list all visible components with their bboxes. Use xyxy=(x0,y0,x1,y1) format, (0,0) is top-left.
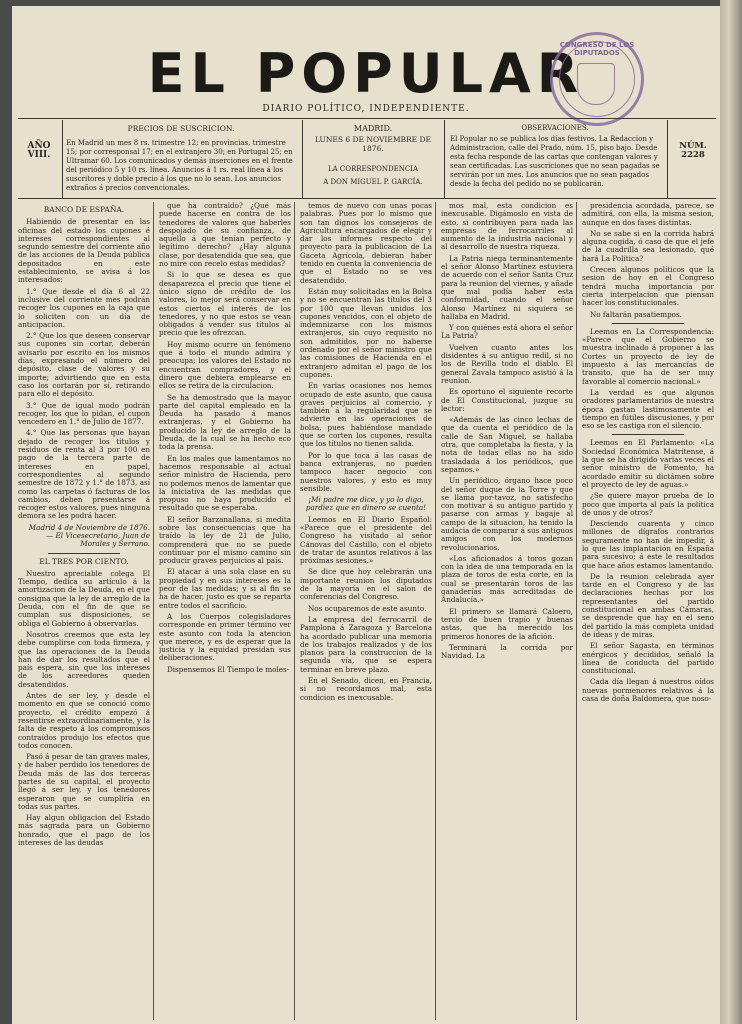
paragraph: Leemos en El Diario Español: «Parece que el presidente del Congreso ha visitado al señor Cánovas del Castillo, con el objeto de tratar de asuntos relativos á las próximas sesiones.» xyxy=(300,514,432,566)
section-divider xyxy=(48,553,120,554)
paragraph: Leemos en La Correspondencia: «Parece que el Gobierno se muestra inclinado á proponer á las Cortes un proyecto de ley de impuesto á las mercancías de transito, que ha de ser muy favorable al comercio nacional.» xyxy=(582,326,714,386)
column-rule xyxy=(576,202,577,1020)
band-divider xyxy=(667,120,668,198)
paragraph: No faltarán pasatiempos. xyxy=(590,309,682,319)
subscription-heading: PRECIOS DE SUSCRICION. xyxy=(127,124,235,133)
info-band xyxy=(18,120,716,198)
page-edge xyxy=(720,0,742,1024)
paragraph: 1.° Que desde el día 6 al 22 inclusive del corriente mes podrán recoger los cupones en la caja que lo soliciten con un día de anticipacion. xyxy=(18,286,150,329)
paragraph: La Patria niega terminantemente el señor Alonso Martínez estuviera de acuerdo con el señor Santa Cruz para la reunion del viernes, y añade que mal podía haber esta conformidad, cuando el señor Alonso Martínez ni siquiera se hallaba en Madrid. xyxy=(441,253,573,321)
paragraph: que ha contraido? ¿Qué más puede hacerse en contra de los tenedores de valores que haberles despojado de su confianza, de aquello á que tenían perfecto y legítimo derecho? ¿Hay alguna clase, por desatendida que sea, que no mire con recelo estas medidas? xyxy=(159,202,291,269)
paragraph: Hoy mismo ocurre un fenómeno que á todo el mundo admira y preocupa; los valores del Estado no encuentran compradores, y el dinero que debiera emplearse en ellos se retira de la circulacion. xyxy=(159,339,291,391)
newspaper-subtitle: DIARIO POLÍTICO, INDEPENDIENTE. xyxy=(262,104,470,114)
paragraph: Dispensemos El Tiempo le moles- xyxy=(167,664,290,674)
correspondence-label: LA CORRESPONDENCIA xyxy=(327,165,419,173)
observations-heading: OBSERVACIONES. xyxy=(521,124,589,132)
paragraph: El primero se llamará Caloero, tercio de buen trapío y buenas astas, que ha merecido los primeros honores de la afición. xyxy=(441,606,573,641)
paragraph: temos de nuevo con unas pocas palabras. Pues por lo mismo que son tan dignos los consejeros de Agricultura encargados de elegir y dar los informes respecto del proyecto para la publicacion de La Gaceta Agrícola, debieran haber tenido en cuenta la conveniencia de que el Estado no se vea desatendido. xyxy=(300,202,432,285)
paragraph: Es oportuno el siguiente recorte de El Constitucional, juzgue su lector: xyxy=(441,387,573,413)
paragraph: Nos ocuparemos de este asunto. xyxy=(308,603,427,613)
observations-text: El Popular no se publica los días festivos. La Redaccion y Administracion, calle del Prado, núm. 15, piso bajo. Desde esta fecha responde de las cartas que contengan valores y sean certificadas. Las suscriciones que no sean pagadas se servirán por un mes. Los anuncios que no sean pagados desde la fecha del pedido no se publicarán. xyxy=(450,135,660,188)
section-divider xyxy=(612,323,684,324)
paragraph: 3.° Que de igual modo podrán recoger, los que lo pidan, el cupon vencedero en 1.° de Julio de 1877. xyxy=(18,400,150,427)
paragraph: Y con quiénes está ahora el señor La Patria? xyxy=(441,323,573,341)
observations-box xyxy=(450,124,660,189)
paragraph: En el Senado, dicen, en Francia, si no recordamos mal, esta condicion es inexcusable. xyxy=(300,676,432,702)
article-column xyxy=(18,202,150,1020)
paragraph: ¿Se quiere mayor prueba de lo poco que importa al país la política de unos y de otros? xyxy=(582,491,714,517)
paragraph: Nosotros creemos que esta ley debe cumplirse con toda firmeza, y que las operaciones de la Deuda han de dar los resultados que el país espera, sin que los intereses de los acreedores queden desatendidos. xyxy=(18,629,150,689)
article-columns xyxy=(18,202,714,1020)
dateline-box xyxy=(308,124,438,187)
paragraph: Hay algun obligacion del Estado más sagrada para un Gobierno honrado, que el pago de los intereses de las deudas xyxy=(18,813,150,848)
paragraph: 4.° Que las personas que hayan dejado de recoger los títulos y residuos de renta al 3 por 100 en pago de la tercera parte de intereses en papel, correspondientes al segundo semestre de 1872 y 1.° de 1873, así como las carpetas ó facturas de los cambios, deben presentarse á recoger estos valores, pues ninguna demora se les podrá hacer. xyxy=(18,428,150,521)
paragraph: El atacar á una sola clase en su propiedad y en sus intereses es la peor de las medidas; y si al fin se ha de hacer, justo es que se reparta entre todos el sacrificio. xyxy=(159,567,291,610)
subscription-box xyxy=(66,124,296,193)
paragraph: La verdad es que algunos oradores parlamentarios de nuestra época gastan lastimosamente el tiempo en fútiles discusiones, y por eso se les castiga con el silencio. xyxy=(582,387,714,431)
paragraph: Vuelven cuanto antes los disidentes á su antiguo redil, si no los de Revilla todo el diablo. El general Zavala tampoco asistió á la reunion. xyxy=(441,342,573,385)
paragraph: presidencia acordada, parece, se admitirá, con ella, la misma sesion, aunque en dos fases distintas. xyxy=(582,202,714,227)
signature-line: Madrid 4 de Noviembre de 1876. — El Vicesecretario, Juan de Morales y Serrano. xyxy=(28,522,150,549)
subscription-text: En Madrid un mes 8 rs. trimestre 12; en provincias, trimestre 15; por corresponsal 17; en el extranjero 30; en Portugal 25; en Ultramar 60. Los comunicados y demás inserciones en el frente del periódico 5 y 10 rs. línea. Anuncios á 1 rs. real línea á los suscritores y doble precio á los que no lo sean. Los anuncios extraños á precios convencionales. xyxy=(66,139,293,192)
paragraph: En varias ocasiones nos hemos ocupado de este asunto, que causa graves perjuicios al comercio, y también á la regularidad que se advierte en las operaciones de bolsa, pues habiéndose mandado que se corten los cupones, resulta que los títulos no tienen salida. xyxy=(300,381,432,449)
paragraph: Crecen algunos políticos que la sesion de hoy en el Congreso tendrá mucha importancia por cierta interpelacion que piensan hacer los constitucionales. xyxy=(582,265,714,308)
city-label: MADRID. xyxy=(353,124,393,133)
band-bottom-rule xyxy=(18,198,716,199)
paragraph: «Los aficionados á toros gozan con la idea de una temporada en la plaza de toros de esta corte, en la cual se presentarán toros de las ganaderías más acreditadas de Andalucía.» xyxy=(441,553,573,605)
section-heading: BANCO DE ESPAÑA. xyxy=(43,205,125,214)
section-heading: EL TRES POR CIENTO. xyxy=(39,556,129,566)
paragraph: El señor Sagasta, en términos enérgicos y decididos, señaló la línea de conducta del partido constitucional. xyxy=(582,641,714,676)
paragraph: A los Cuerpos colegisladores corresponde en primer término ver este asunto con toda la atencion que merece, y es de esperar que la justicia y la equidad presidan sus deliberaciones. xyxy=(159,611,291,663)
paragraph: mos mal, esta condicion es inexcusable. Digámoslo en vista de esto, si contribuyen para nada las empresas de ferrocarriles al aumento de la industria nacional y al desarrollo de nuestra riqueza. xyxy=(441,202,573,252)
top-rule xyxy=(18,118,716,119)
column-rule xyxy=(294,202,295,1020)
paragraph: Cada día llegan á nuestros oídos nuevas pormenores relativos á la casa de doña Baldomera, que noso- xyxy=(582,677,714,704)
column-rule xyxy=(153,202,154,1020)
date-label: LUNES 6 DE NOVIEMBRE DE 1876. xyxy=(314,135,432,153)
paragraph: Se ha demostrado que la mayor parte del capital empleado en la Deuda ha pasado á manos extranjeras, y el Gobierno ha producido la ley de arreglo de la Deuda, de la cual se ha hecho eco toda la prensa. xyxy=(159,392,291,452)
stamp-text: CONGRESO DE LOS DIPUTADOS xyxy=(559,41,635,57)
paragraph: No se sabe si en la corrida habrá alguna cogida, ó caso de que el jefe de la cuadrilla sea lesionado, qué hará La Política? xyxy=(582,228,714,263)
paragraph: Antes de ser ley, y desde el momento en que se conoció como proyecto, el crédito empezó á resentirse extraordinariamente, y la falta de respeto á los compromisos contraídos produjo los efectos que todos conocen. xyxy=(18,691,150,750)
paragraph: Si lo que se desea es que desaparezca el precio que tiene el único signo de crédito de los valores, lo mejor será conservar en estos ciertos el interés de los tenedores, y no que estos se vean obligados á vender sus títulos al precio que les ofrezcan. xyxy=(159,270,291,338)
paragraph: «Además de las cinco lechas de que da cuenta el periódico de la calle de San Miguel, se hallaba otra, que completaba la fiesta, y la nota de todas ellas no ha sido trasladada á los periódicos, que sepamos.» xyxy=(441,415,573,474)
paragraph: Se dice que hoy celebrarán una importante reunion los diputados de la mayoría en el salon de conferencias del Congreso. xyxy=(300,567,432,602)
band-divider xyxy=(444,120,445,198)
newspaper-page xyxy=(12,6,720,1024)
newspaper-title: EL POPULAR xyxy=(147,42,585,105)
paragraph: Un periódico, órgano hace poco del señor duque de la Torre y que se llama por-tavoz, no satisfecho con motivar á su antiguo partido y pasarse con armas y bagaje al campo de la situacion, ha tenido la audacia de comparar á sus antiguos amigos con los modernos revolucionarios. xyxy=(441,476,573,552)
paragraph: Están muy solicitadas en la Bolsa y no se encuentran las títulos del 3 por 100 que llevan unidos los cupones vencidos, con el objeto de indemnizarse con los mismos extranjeros, sin cuyo requisito no son admitidos, por no haberse ordenado por el señor ministro que las comisiones de Hacienda en el extranjero admitan el pago de los cupones. xyxy=(300,286,432,379)
column-rule xyxy=(435,202,436,1020)
year-label: AÑO VIII. xyxy=(27,141,51,160)
paragraph: El señor Barzanallana, si medita sobre las consecuencias que ha traído la ley de 21 de Julio, comprenderá que no se puede continuar por el mismo camino sin producir graves perjuicios al país. xyxy=(159,514,291,566)
band-divider xyxy=(62,120,63,198)
paragraph: Pasó á pesar de tan graves males, y de haber perdido los tenedores de Deuda más de las dos terceras partes de su capital, el proyecto llegó á ser ley, y los tenedores esperaron que se cumpliría en todas sus partes. xyxy=(18,752,150,811)
section-divider xyxy=(612,434,684,435)
library-stamp xyxy=(550,32,644,126)
article-column xyxy=(582,202,714,1020)
paragraph: 2.° Que los que deseen conservar sus cupones sin cortar, deberán avisarlo por escrito en los mismos días, expresando el número del depósito, clase de valores y su importe; advirtiendo que en esta caso los cortarán por sí, retirando para ello el depósito. xyxy=(18,331,150,399)
paragraph: Habiendo de presentar en las oficinas del estado los cupones é intereses correspondientes al segundo semestre del corriente año de las acciones de la Deuda pública depositados en este establecimiento, se avisa á los interesados: xyxy=(18,217,150,285)
paragraph: Leemos en El Parlamento: «La Sociedad Económica Matritense, á la que se ha dirigido varias veces el señor ministro de Fomento, ha acordado emitir su dictámen sobre el proyecto de ley de aguas.» xyxy=(582,438,714,489)
coat-of-arms-icon xyxy=(577,63,615,105)
paragraph: De la reunion celebrada ayer tarde en el Congreso y de las declaraciones hechas por los representantes del partido constitucional en ambas Cámaras, se desprende que hay en el seno del partido la más completa unidad de ideas y de miras. xyxy=(582,571,714,639)
article-column xyxy=(159,202,291,1020)
article-column xyxy=(300,202,432,1020)
paragraph: La empresa del ferrocarril de Pamplona á Zaragoza y Barcelona ha acordado publicar una memoria de los trabajos realizados y de los planos para la construccion de la segunda vía, que se espera terminar en breve plazo. xyxy=(300,614,432,674)
address-label: A DON MIGUEL P. GARCÍA. xyxy=(323,178,423,186)
paragraph: Nuestro apreciable colega El Tiempo, dedica su artículo á la amortizacion de la Deuda, en el que consigna que la ley de arreglo de la Deuda, con el fin de que se cumplan sus disposiciones, se obliga el Gobierno á observarlas. xyxy=(18,568,150,628)
band-divider xyxy=(302,120,303,198)
issue-number: NÚM. 2228 xyxy=(679,141,707,160)
paragraph: Por lo que toca á las casas de banca extranjeras, no pueden tampoco hacer negocio con nuestros valores, y esto es muy sensible. xyxy=(300,450,432,493)
quoted-verse: ¡Mi padre me dice, y yo lo digo, pardiez que en dinero se cuenta! xyxy=(305,495,427,513)
paragraph: En los males que lamentamos no hacemos responsable al actual señor ministro de Hacienda, pero no podemos menos de lamentar que la iniciativa de las medidas que propuso no haya producido el resultado que se esperaba. xyxy=(159,453,291,513)
article-column xyxy=(441,202,573,1020)
paragraph: Desciendo cuarenta y cinco millones de dígrafos contrarios seguramente no han de impedir, á lo que las implantación en España para sucesivo; á este le resultados que hace años estamos lamentando. xyxy=(582,519,714,570)
paragraph: Terminará la corrida por Navidad. La xyxy=(441,642,573,661)
